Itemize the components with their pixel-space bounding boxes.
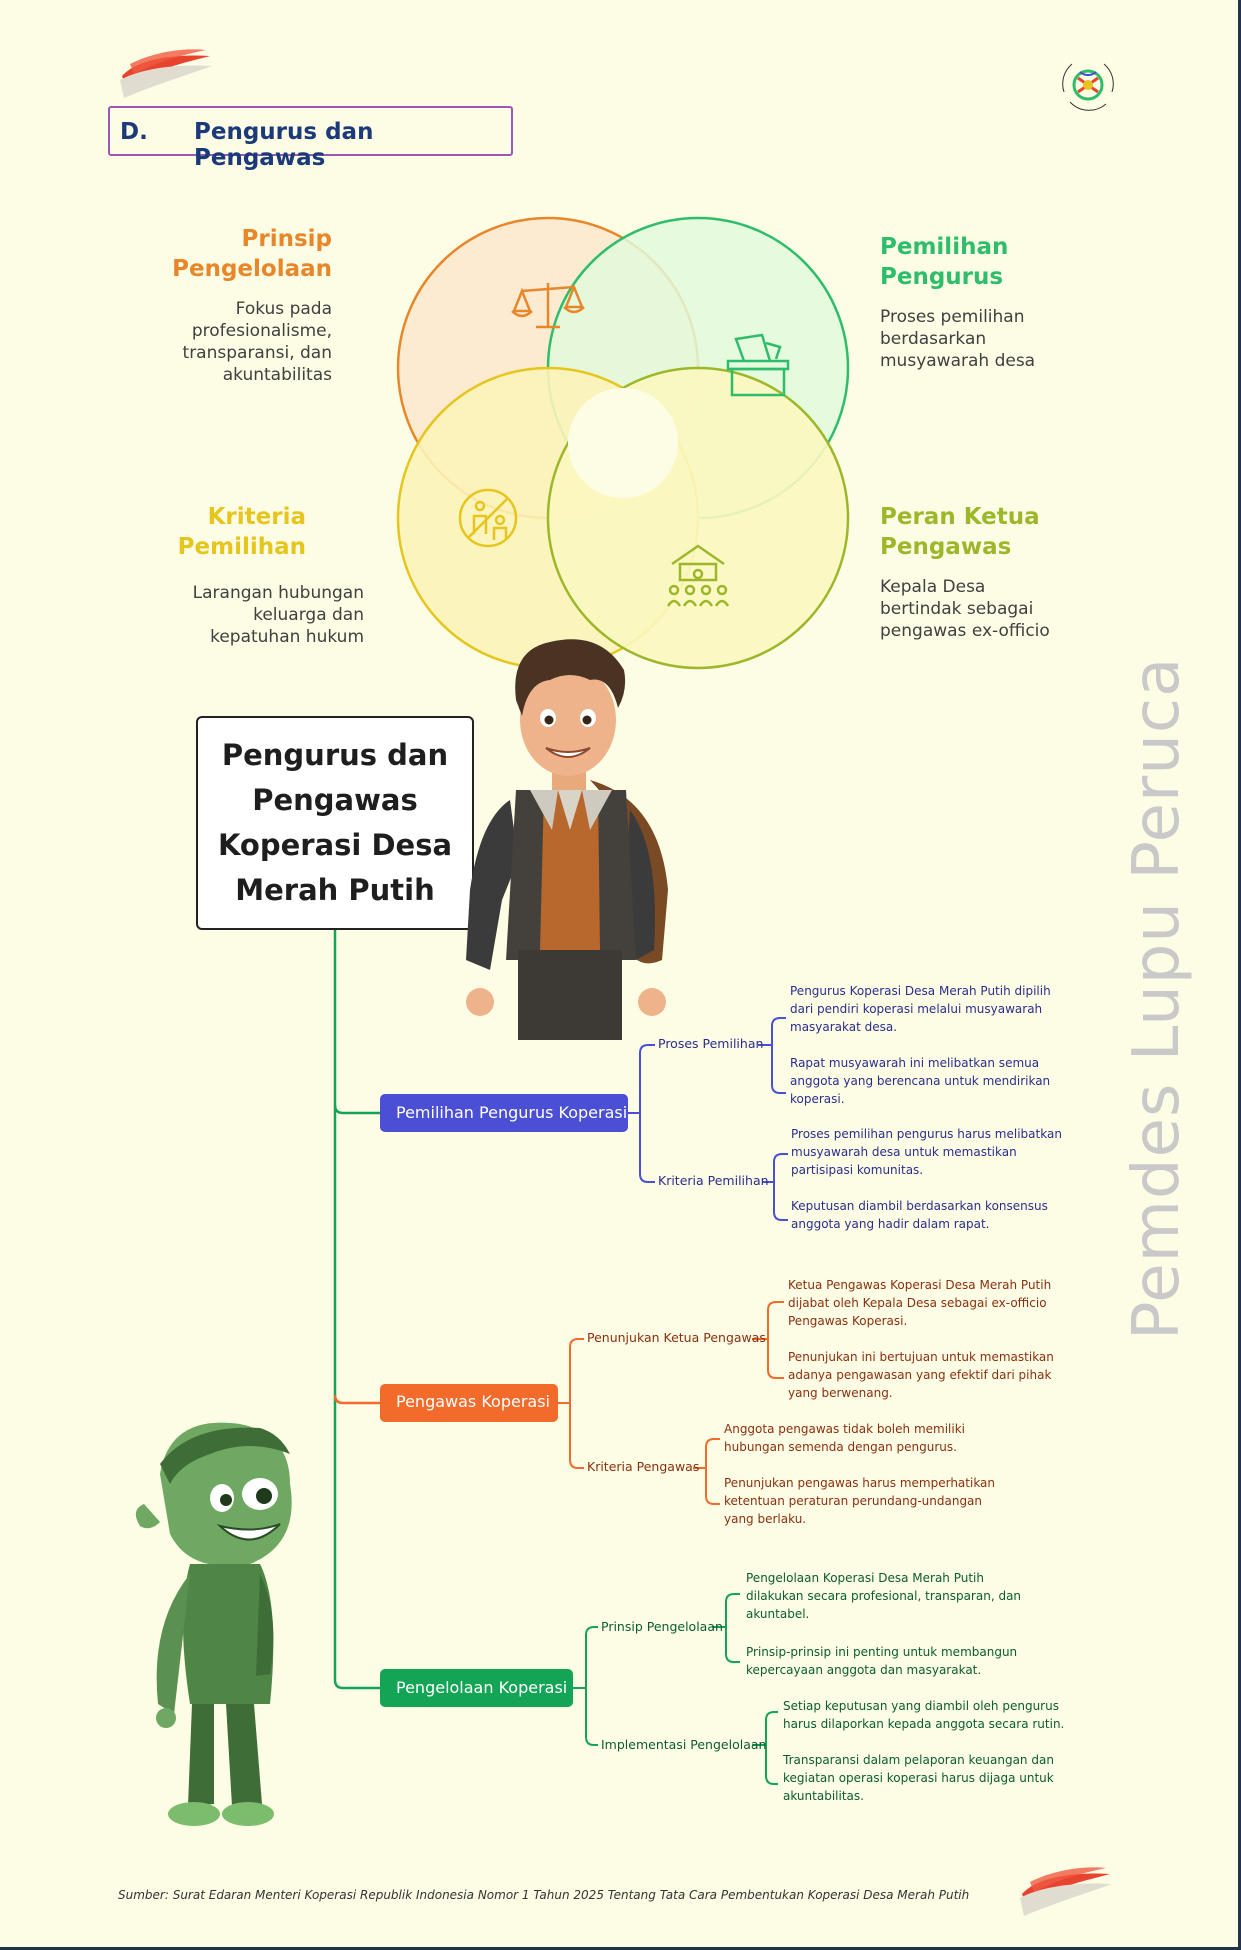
caption-desc: profesionalisme,	[191, 321, 332, 341]
sub-proses-pemilihan[interactable]: Proses Pemilihan	[658, 1036, 764, 1051]
section-title: Pengurus dan Pengawas	[194, 119, 374, 171]
sub-kriteria-pemilihan[interactable]: Kriteria Pemilihan	[658, 1173, 769, 1188]
branch-pengawas-koperasi[interactable]	[380, 1384, 558, 1422]
leaf-text: Proses pemilihan pengurus harus melibatkan musyawarah desa untuk memastikan partisipasi komunitas.	[791, 1127, 1062, 1177]
caption-title: Pengawas	[880, 534, 1012, 560]
root-line: Pengurus dan	[221, 738, 449, 772]
leaf-text: Penunjukan pengawas harus memperhatikan ketentuan peraturan perundang-undangan yang berlaku.	[724, 1476, 996, 1526]
caption-desc: Kepala Desa	[880, 577, 986, 597]
source-footnote: Sumber: Surat Edaran Menteri Koperasi Republik Indonesia Nomor 1 Tahun 2025 Tentang Tata Cara Pembentukan Koperasi Desa Merah Putih	[118, 1888, 970, 1902]
leaf-text: Pengelolaan Koperasi Desa Merah Putih dilakukan secara profesional, transparan, dan akuntabel.	[746, 1571, 1022, 1621]
leaf-text: Setiap keputusan yang diambil oleh pengurus harus dilaporkan kepada anggota secara rutin.	[783, 1699, 1065, 1731]
backpacker-character-illustration	[440, 630, 700, 1050]
caption-title: Prinsip	[241, 226, 332, 252]
caption-title: Kriteria	[207, 504, 306, 530]
sub-prinsip-pengelolaan[interactable]: Prinsip Pengelolaan	[601, 1619, 723, 1634]
caption-title: Pengurus	[880, 264, 1004, 290]
leaf-text: Transparansi dalam pelaporan keuangan dan kegiatan operasi koperasi harus dijaga untuk akuntabilitas.	[783, 1753, 1054, 1803]
caption-desc: Fokus pada	[235, 299, 332, 319]
caption-desc: Proses pemilihan	[880, 307, 1025, 327]
watermark-text: Pemdes Lupu Peruca	[1120, 656, 1194, 1340]
leaf-text: Pengurus Koperasi Desa Merah Putih dipilih dari pendiri koperasi melalui musyawarah masyarakat desa.	[790, 984, 1051, 1034]
caption-desc: transparansi, dan	[182, 343, 332, 363]
leaf-text: Rapat musyawarah ini melibatkan semua anggota yang berencana untuk mendirikan koperasi.	[790, 1056, 1051, 1106]
sub-implementasi-pengelolaan[interactable]: Implementasi Pengelolaan	[601, 1737, 767, 1752]
section-letter: D.	[120, 119, 148, 145]
sub-penunjukan-ketua-pengawas[interactable]: Penunjukan Ketua Pengawas	[587, 1330, 766, 1345]
caption-desc: keluarga dan	[253, 605, 364, 625]
root-line: Koperasi Desa	[217, 828, 453, 862]
branch-label: Pengawas Koperasi	[396, 1392, 550, 1411]
flag-brush-bottom-icon	[1018, 1864, 1114, 1920]
mindmap-root-box	[196, 716, 474, 930]
caption-desc: pengawas ex-officio	[880, 621, 1050, 641]
sub-kriteria-pengawas[interactable]: Kriteria Pengawas	[587, 1459, 700, 1474]
branch-pemilihan-pengurus[interactable]	[380, 1094, 628, 1132]
root-line: Merah Putih	[235, 873, 435, 907]
root-line: Pengawas	[252, 783, 418, 817]
leaf-text: Anggota pengawas tidak boleh memiliki hubungan semenda dengan pengurus.	[724, 1422, 965, 1454]
leaf-text: Ketua Pengawas Koperasi Desa Merah Putih dijabat oleh Kepala Desa sebagai ex-officio Pengawas Koperasi.	[788, 1278, 1052, 1328]
caption-title: Pemilihan	[880, 234, 1009, 260]
leaf-text: Prinsip-prinsip ini penting untuk membangun kepercayaan anggota dan masyarakat.	[746, 1645, 1018, 1677]
caption-desc: berdasarkan	[880, 329, 987, 349]
caption-title: Pemilihan	[177, 534, 306, 560]
branch-label: Pengelolaan Koperasi	[396, 1678, 568, 1697]
green-boy-character-illustration	[130, 1414, 310, 1840]
leaf-text: Penunjukan ini bertujuan untuk memastikan adanya pengawasan yang efektif dari pihak yang berwenang.	[788, 1350, 1054, 1400]
caption-title: Peran Ketua	[880, 504, 1040, 530]
caption-desc: musyawarah desa	[880, 351, 1036, 371]
caption-title: Pengelolaan	[172, 256, 332, 282]
caption-desc: bertindak sebagai	[880, 599, 1034, 619]
leaf-text: Keputusan diambil berdasarkan konsensus anggota yang hadir dalam rapat.	[791, 1199, 1048, 1231]
branch-pengelolaan-koperasi[interactable]	[380, 1669, 573, 1707]
branch-label: Pemilihan Pengurus Koperasi	[396, 1103, 628, 1122]
caption-desc: kepatuhan hukum	[210, 627, 364, 647]
caption-desc: akuntabilitas	[222, 365, 332, 385]
caption-desc: Larangan hubungan	[192, 583, 364, 603]
